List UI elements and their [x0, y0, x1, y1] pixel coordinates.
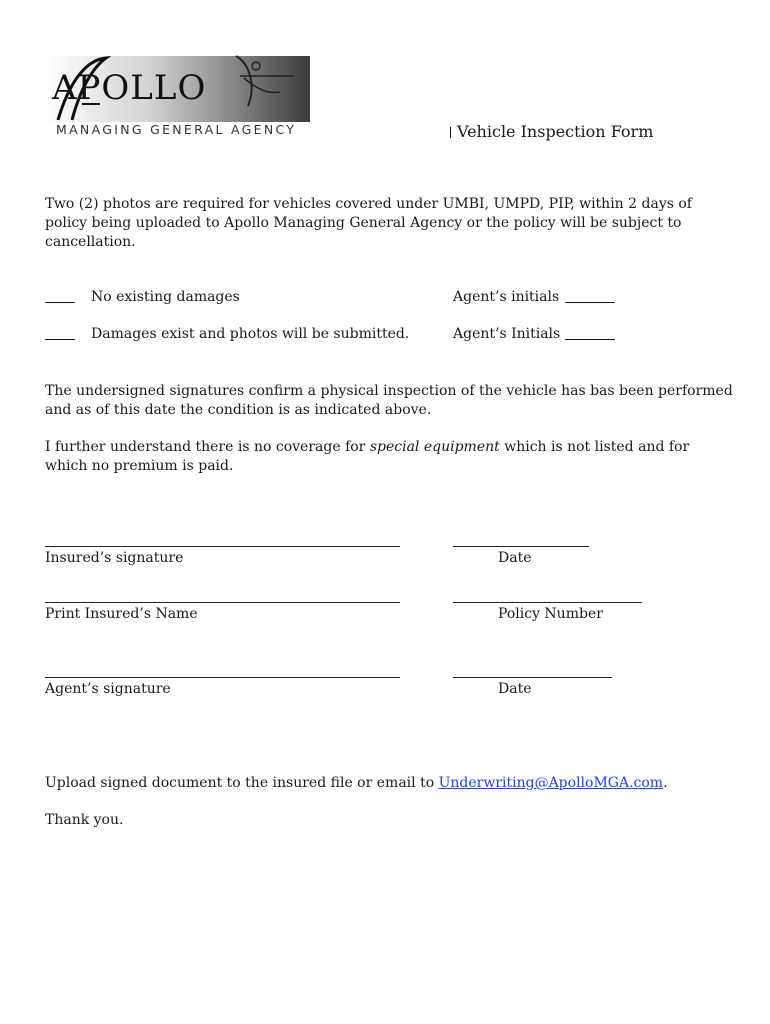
special-equipment-emphasis: special equipment	[369, 439, 500, 455]
coverage-text-after: which is not listed and for which no premium is paid.	[45, 439, 690, 474]
insured-name-line[interactable]	[45, 602, 400, 603]
upload-instruction	[45, 774, 735, 793]
policy-number-label: Policy Number	[498, 606, 603, 622]
initials-label: Agent’s initials	[453, 289, 560, 305]
underwriting-email-link[interactable]: Underwriting@ApolloMGA.com	[438, 775, 664, 791]
upload-text: Upload signed document to the insured file or email to	[45, 775, 439, 791]
option-label: No existing damages	[91, 289, 240, 305]
title-marker	[450, 127, 451, 138]
logo-word: APOLLO	[52, 68, 207, 108]
logo-subtitle: MANAGING GENERAL AGENCY	[56, 122, 297, 137]
coverage-text-before: I further understand there is no coverage for	[45, 439, 370, 455]
policy-number-line[interactable]	[453, 602, 642, 603]
form-title	[450, 122, 653, 141]
coverage-paragraph	[45, 438, 735, 476]
upload-text-end: .	[663, 775, 668, 791]
option-row-no-damage	[45, 289, 745, 309]
initials-label: Agent’s Initials	[453, 326, 561, 342]
apollo-logo	[44, 46, 312, 138]
date-label: Date	[498, 681, 532, 697]
date-line[interactable]	[453, 546, 589, 547]
insured-signature-label: Insured’s signature	[45, 550, 184, 566]
insured-name-label: Print Insured’s Name	[45, 606, 198, 622]
agent-signature-label: Agent’s signature	[45, 681, 171, 697]
date-label: Date	[498, 550, 532, 566]
agent-signature-line[interactable]	[45, 677, 400, 678]
form-title-text: Vehicle Inspection Form	[457, 122, 654, 141]
confirmation-paragraph: The undersigned signatures confirm a physical inspection of the vehicle has bas been performed and as of this date the condition is as indicated above.	[45, 383, 733, 418]
closing-text: Thank you.	[45, 812, 124, 828]
insured-signature-line[interactable]	[45, 546, 400, 547]
option-blank[interactable]	[45, 302, 75, 303]
date-line[interactable]	[453, 677, 612, 678]
initials-blank[interactable]	[565, 339, 615, 340]
option-row-damage	[45, 326, 745, 346]
option-label: Damages exist and photos will be submitted.	[91, 326, 410, 342]
intro-paragraph: Two (2) photos are required for vehicles covered under UMBI, UMPD, PIP, within 2 days of policy being uploaded to Apollo Managing General Agency or the policy will be subject to cancellation.	[45, 196, 692, 250]
option-blank[interactable]	[45, 339, 75, 340]
initials-blank[interactable]	[565, 302, 615, 303]
